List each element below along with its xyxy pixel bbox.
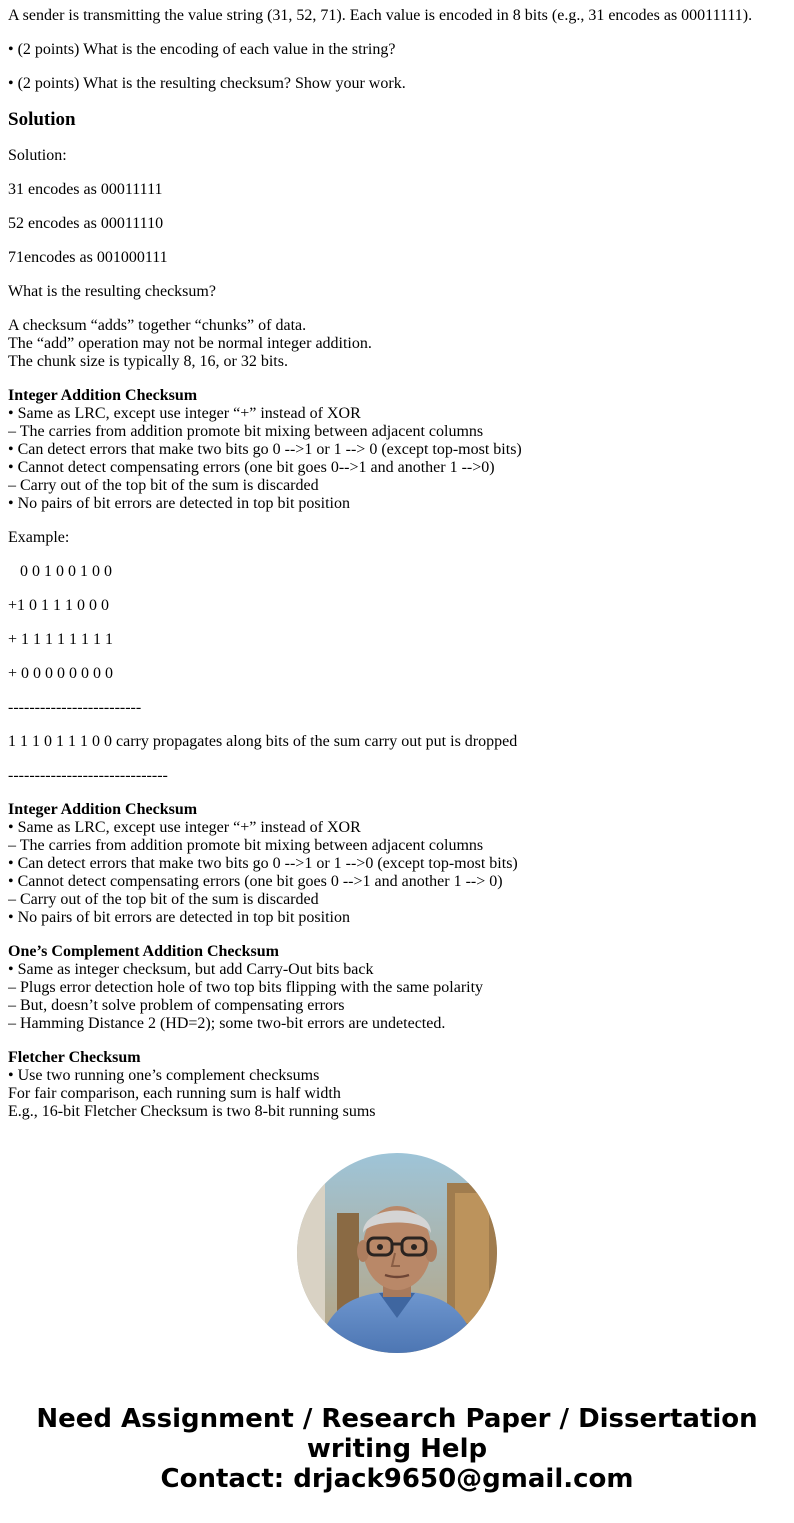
encoding-31: 31 encodes as 00011111 <box>8 181 163 198</box>
section-line: – But, doesn’t solve problem of compensating errors <box>8 997 345 1014</box>
author-portrait-image <box>297 1153 497 1353</box>
section-line: • Use two running one’s complement checksums <box>8 1067 320 1084</box>
example-label: Example: <box>8 529 70 546</box>
checksum-intro <box>8 317 786 371</box>
section-line: – Carry out of the top bit of the sum is discarded <box>8 477 319 494</box>
example-result: 1 1 1 0 1 1 1 0 0 carry propagates along bits of the sum carry out put is dropped <box>8 733 518 750</box>
section-line: • Same as integer checksum, but add Carry-Out bits back <box>8 961 374 978</box>
section-line: • Cannot detect compensating errors (one bit goes 0 -->1 and another 1 --> 0) <box>8 873 503 890</box>
encoding-71: 71encodes as 001000111 <box>8 249 168 266</box>
integer-addition-section-2 <box>8 801 786 927</box>
section-title: Integer Addition Checksum <box>8 387 198 404</box>
footer-contact <box>0 1404 794 1494</box>
intro-line: The chunk size is typically 8, 16, or 32 bits. <box>8 353 288 370</box>
integer-addition-section-1 <box>8 387 786 513</box>
section-line: • No pairs of bit errors are detected in top bit position <box>8 495 350 512</box>
fletcher-section <box>8 1049 786 1121</box>
section-line: • Same as LRC, except use integer “+” instead of XOR <box>8 819 361 836</box>
section-line: E.g., 16-bit Fletcher Checksum is two 8-bit running sums <box>8 1103 376 1120</box>
example-rule: ------------------------- <box>8 699 142 716</box>
intro-line: The “add” operation may not be normal integer addition. <box>8 335 372 352</box>
ones-complement-section <box>8 943 786 1033</box>
example-row-4: + 0 0 0 0 0 0 0 0 <box>8 665 114 682</box>
section-title: One’s Complement Addition Checksum <box>8 943 279 960</box>
example-rule: ------------------------------ <box>8 767 168 784</box>
intro-line: A checksum “adds” together “chunks” of data. <box>8 317 307 334</box>
question-intro: A sender is transmitting the value string (31, 52, 71). Each value is encoded in 8 bits (e.g., 31 encodes as 00011111). <box>8 7 753 24</box>
checksum-question: What is the resulting checksum? <box>8 283 216 300</box>
solution-heading: Solution <box>8 109 76 130</box>
example-row-3: + 1 1 1 1 1 1 1 1 <box>8 631 114 648</box>
section-line: – Hamming Distance 2 (HD=2); some two-bit errors are undetected. <box>8 1015 446 1032</box>
section-line: – The carries from addition promote bit mixing between adjacent columns <box>8 423 484 440</box>
footer-contact-email: Contact: drjack9650@gmail.com <box>160 1464 634 1494</box>
author-avatar <box>297 1153 497 1353</box>
section-title: Integer Addition Checksum <box>8 801 198 818</box>
section-title: Fletcher Checksum <box>8 1049 141 1066</box>
example-row-2: +1 0 1 1 1 0 0 0 <box>8 597 110 614</box>
section-line: For fair comparison, each running sum is half width <box>8 1085 341 1102</box>
section-line: – The carries from addition promote bit mixing between adjacent columns <box>8 837 484 854</box>
encoding-52: 52 encodes as 00011110 <box>8 215 164 232</box>
section-line: • Can detect errors that make two bits go 0 -->1 or 1 --> 0 (except top-most bits) <box>8 441 522 458</box>
section-line: – Carry out of the top bit of the sum is discarded <box>8 891 319 908</box>
question-part-2: • (2 points) What is the resulting checksum? Show your work. <box>8 75 406 92</box>
footer-line-2: writing Help <box>306 1434 488 1464</box>
example-row-1: 0 0 1 0 0 1 0 0 <box>8 563 112 580</box>
footer-line-1: Need Assignment / Research Paper / Dissertation <box>36 1404 758 1434</box>
section-line: • Cannot detect compensating errors (one bit goes 0-->1 and another 1 -->0) <box>8 459 495 476</box>
solution-label: Solution: <box>8 147 67 164</box>
section-line: – Plugs error detection hole of two top bits flipping with the same polarity <box>8 979 484 996</box>
section-line: • Same as LRC, except use integer “+” instead of XOR <box>8 405 361 422</box>
document-content <box>8 7 786 1123</box>
section-line: • Can detect errors that make two bits go 0 -->1 or 1 -->0 (except top-most bits) <box>8 855 518 872</box>
question-part-1: • (2 points) What is the encoding of each value in the string? <box>8 41 396 58</box>
section-line: • No pairs of bit errors are detected in top bit position <box>8 909 350 926</box>
